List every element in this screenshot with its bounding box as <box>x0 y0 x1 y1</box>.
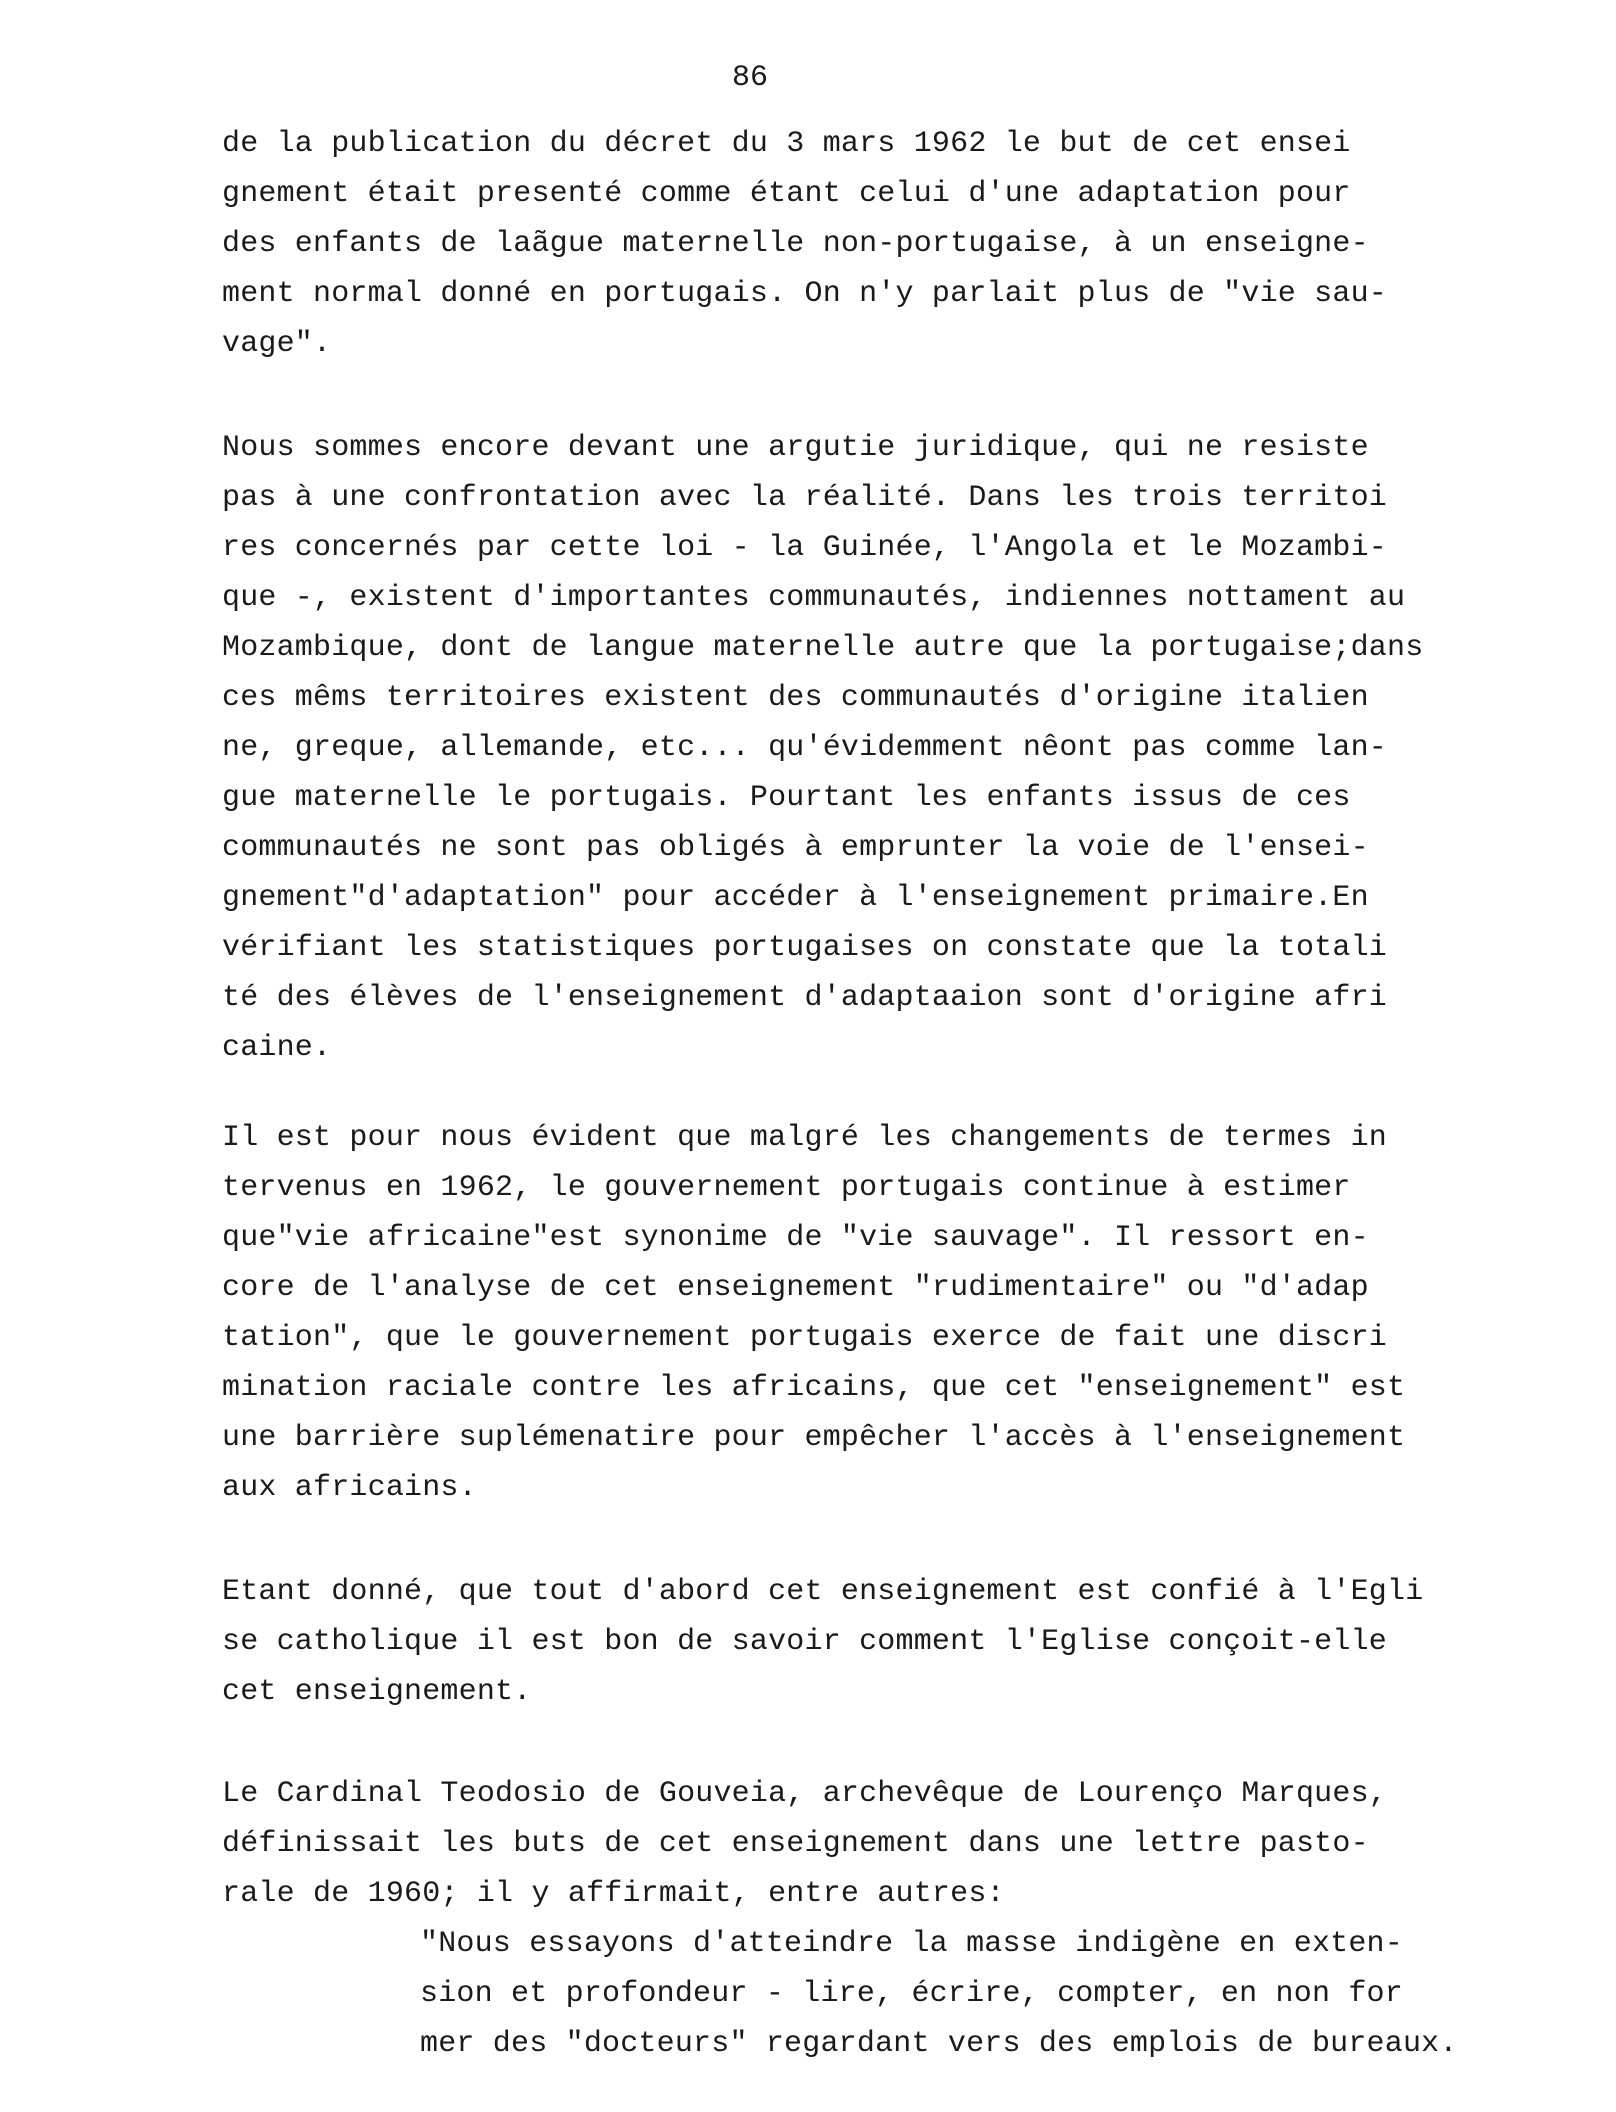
text-line: Il est pour nous évident que malgré les changements de termes in <box>222 1121 1387 1155</box>
text-line: core de l'analyse de cet enseignement "rudimentaire" ou "d'adap <box>222 1271 1369 1305</box>
text-line: caine. <box>222 1031 332 1065</box>
text-line: aux africains. <box>222 1471 477 1505</box>
quote-line: "Nous essayons d'atteindre la masse indigène en exten- <box>420 1927 1403 1961</box>
quote-line: sion et profondeur - lire, écrire, compter, en non for <box>420 1977 1403 2011</box>
text-line: Nous sommes encore devant une argutie juridique, qui ne resiste <box>222 431 1369 465</box>
text-line: de la publication du décret du 3 mars 1962 le but de cet ensei <box>222 127 1351 161</box>
quote-line: mer des "docteurs" regardant vers des emplois de bureaux. <box>420 2027 1458 2061</box>
text-line: pas à une confrontation avec la réalité. Dans les trois territoi <box>222 481 1387 515</box>
text-line: gnement"d'adaptation" pour accéder à l'enseignement primaire.En <box>222 881 1369 915</box>
text-line: vage". <box>222 327 332 361</box>
text-line: vérifiant les statistiques portugaises on constate que la totali <box>222 931 1387 965</box>
text-line: gue maternelle le portugais. Pourtant les enfants issus de ces <box>222 781 1351 815</box>
text-line: ces mêms territoires existent des communautés d'origine italien <box>222 681 1369 715</box>
text-line: définissait les buts de cet enseignement dans une lettre pasto- <box>222 1827 1369 1861</box>
text-line: Etant donné, que tout d'abord cet enseignement est confié à l'Egli <box>222 1575 1424 1609</box>
text-line: gnement était presenté comme étant celui d'une adaptation pour <box>222 177 1351 211</box>
text-line: res concernés par cette loi - la Guinée, l'Angola et le Mozambi- <box>222 531 1387 565</box>
text-line: communautés ne sont pas obligés à emprunter la voie de l'ensei- <box>222 831 1369 865</box>
text-line: que"vie africaine"est synonime de "vie sauvage". Il ressort en- <box>222 1221 1369 1255</box>
text-line: que -, existent d'importantes communautés, indiennes nottament au <box>222 581 1406 615</box>
text-line: té des élèves de l'enseignement d'adaptaaion sont d'origine afri <box>222 981 1387 1015</box>
page-number: 86 <box>731 61 768 95</box>
text-line: Le Cardinal Teodosio de Gouveia, archevêque de Lourenço Marques, <box>222 1777 1387 1811</box>
text-line: ment normal donné en portugais. On n'y parlait plus de "vie sau- <box>222 277 1387 311</box>
text-line: mination raciale contre les africains, que cet "enseignement" est <box>222 1371 1406 1405</box>
text-line: tation", que le gouvernement portugais exerce de fait une discri <box>222 1321 1387 1355</box>
text-line: rale de 1960; il y affirmait, entre autres: <box>222 1877 1005 1911</box>
text-line: se catholique il est bon de savoir comment l'Eglise conçoit-elle <box>222 1625 1387 1659</box>
text-line: ne, greque, allemande, etc... qu'évidemment nêont pas comme lan- <box>222 731 1387 765</box>
text-line: Mozambique, dont de langue maternelle autre que la portugaise;dans <box>222 631 1424 665</box>
text-line: tervenus en 1962, le gouvernement portugais continue à estimer <box>222 1171 1351 1205</box>
text-line: des enfants de laãgue maternelle non-portugaise, à un enseigne- <box>222 227 1369 261</box>
text-line: une barrière suplémenatire pour empêcher l'accès à l'enseignement <box>222 1421 1406 1455</box>
text-line: cet enseignement. <box>222 1675 532 1709</box>
